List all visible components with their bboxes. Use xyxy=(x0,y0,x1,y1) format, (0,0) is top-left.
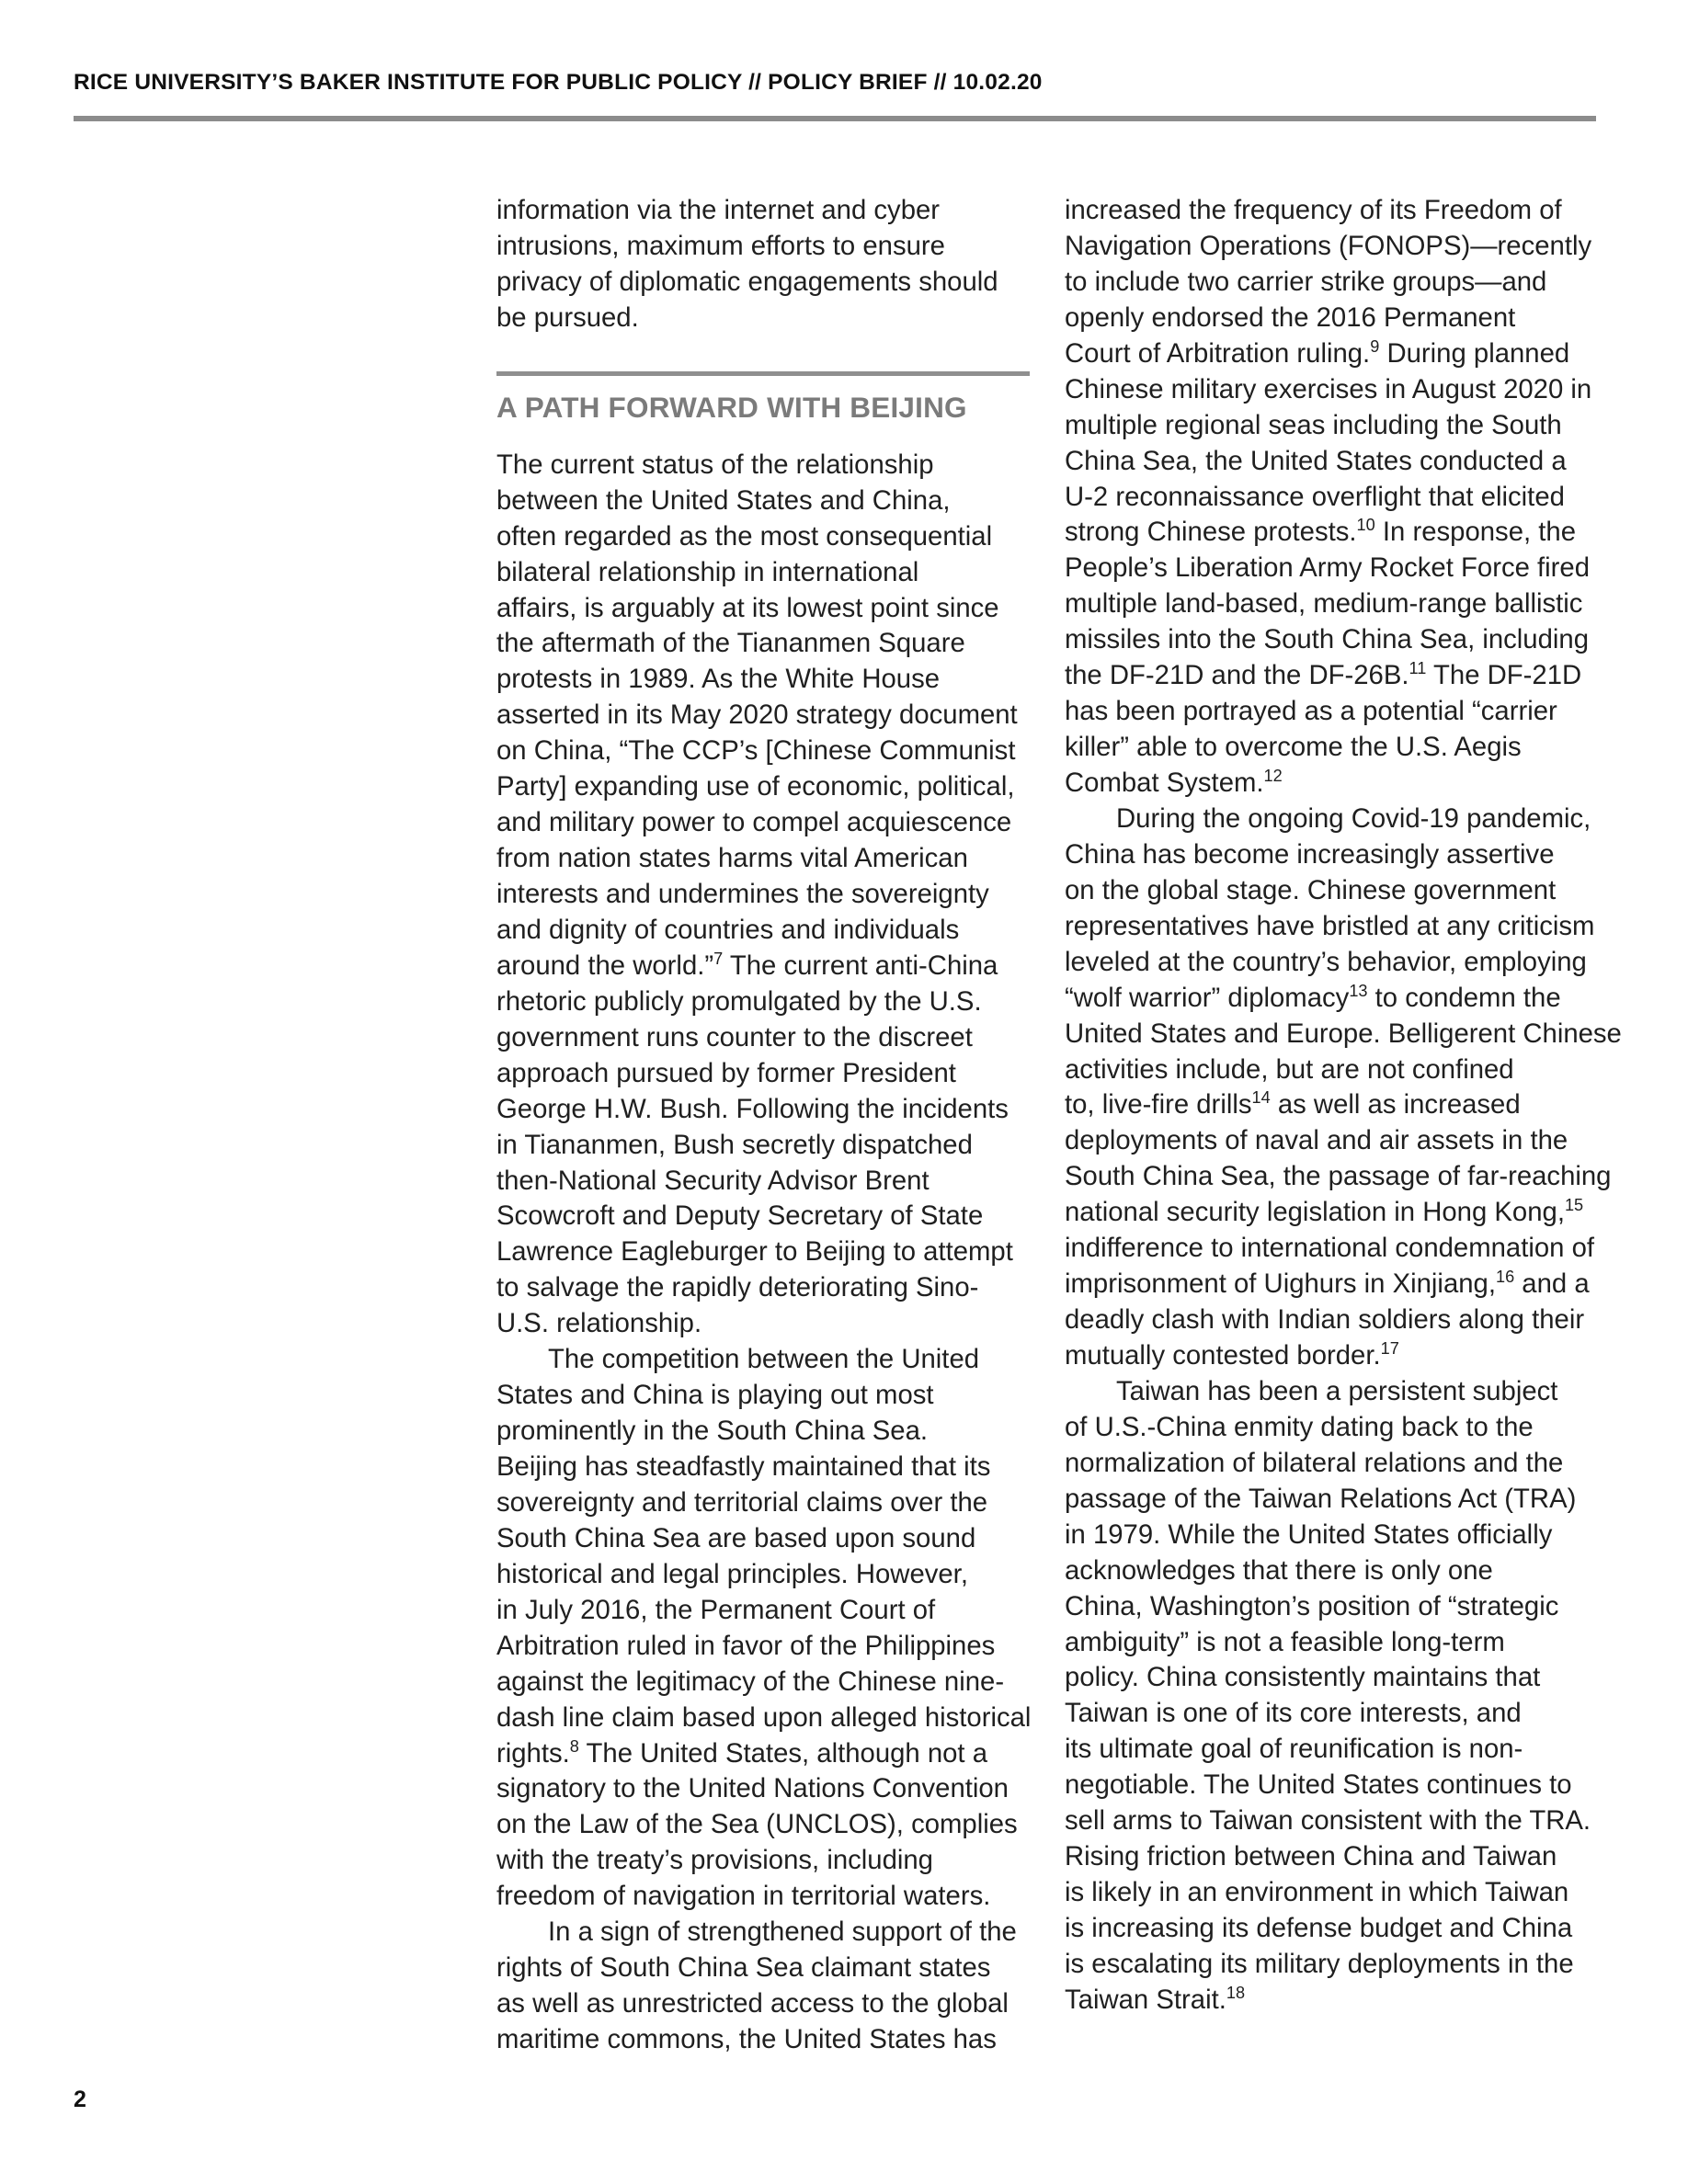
text-line: In a sign of strengthened support of the xyxy=(548,1917,1017,1948)
text-line: has been portrayed as a potential “carrier xyxy=(1065,696,1557,727)
right-body xyxy=(1065,193,1622,2019)
text-line: ambiguity” is not a feasible long-term xyxy=(1065,1626,1505,1657)
text-line: representatives have bristled at any criticism xyxy=(1065,910,1595,941)
page-number: 2 xyxy=(74,2087,86,2112)
text-line: in July 2016, the Permanent Court of xyxy=(496,1594,936,1625)
text-line: around the world.”$^7$ The current anti-China xyxy=(496,949,998,981)
footnote-marker: 13 xyxy=(1349,981,1368,1000)
left-body xyxy=(496,448,1030,2058)
text-line: prominently in the South China Sea. xyxy=(496,1416,929,1447)
text-line: mutually contested border.$^{17}$ xyxy=(1065,1338,1399,1371)
text-line: privacy of diplomatic engagements should xyxy=(496,266,998,297)
text-line: of U.S.-China enmity dating back to the xyxy=(1065,1411,1534,1442)
text-line: maritime commons, the United States has xyxy=(496,2024,997,2054)
text-line: Beijing has steadfastly maintained that its xyxy=(496,1451,991,1482)
footnote-marker: 17 xyxy=(1380,1338,1399,1358)
footnote-marker: 11 xyxy=(1409,658,1427,677)
text-line: on China, “The CCP’s [Chinese Communist xyxy=(496,735,1016,767)
text-line: China Sea, the United States conducted a xyxy=(1065,445,1567,476)
text-line: Court of Arbitration ruling.$^9$ During planned xyxy=(1065,336,1570,369)
text-line: sell arms to Taiwan consistent with the TRA. xyxy=(1065,1805,1591,1837)
text-line: rhetoric publicly promulgated by the U.S. xyxy=(496,985,982,1017)
section-heading: A PATH FORWARD WITH BEIJING xyxy=(496,390,967,424)
text-line: killer” able to overcome the U.S. Aegis xyxy=(1065,732,1522,763)
text-line: The current status of the relationship xyxy=(496,449,934,480)
text-line: Taiwan is one of its core interests, and xyxy=(1065,1698,1522,1729)
text-line: interests and undermines the sovereignty xyxy=(496,879,989,909)
footnote-marker: 16 xyxy=(1495,1267,1515,1286)
text-line: Taiwan has been a persistent subject xyxy=(1116,1375,1558,1406)
text-line: The competition between the United xyxy=(548,1344,980,1375)
text-line: be pursued. xyxy=(496,301,639,333)
text-line: deadly clash with Indian soldiers along their xyxy=(1065,1304,1585,1336)
text-line: often regarded as the most consequential xyxy=(496,520,993,552)
text-line: against the legitimacy of the Chinese nine- xyxy=(496,1666,1005,1697)
text-line: protests in 1989. As the White House xyxy=(496,664,941,695)
footnote-marker: 7 xyxy=(713,949,724,968)
right-column xyxy=(1065,193,1622,2019)
text-line: negotiable. The United States continues to xyxy=(1065,1769,1572,1801)
text-line: Navigation Operations (FONOPS)—recently xyxy=(1065,230,1592,261)
text-line: information via the internet and cyber xyxy=(496,195,941,225)
text-line: from nation states harms vital American xyxy=(496,843,968,874)
footnote-marker: 15 xyxy=(1564,1196,1584,1214)
text-line: Arbitration ruled in favor of the Philippines xyxy=(496,1630,996,1661)
text-line: United States and Europe. Belligerent Chinese xyxy=(1065,1018,1622,1049)
text-line: People’s Liberation Army Rocket Force fired xyxy=(1065,552,1591,584)
intro-paragraph xyxy=(496,193,1030,336)
text-line: bilateral relationship in international xyxy=(496,556,919,587)
text-line: U.S. relationship. xyxy=(496,1308,702,1339)
text-line: multiple regional seas including the South xyxy=(1065,409,1562,440)
text-line: South China Sea are based upon sound xyxy=(496,1522,976,1553)
text-line: Scowcroft and Deputy Secretary of State xyxy=(496,1200,984,1232)
text-line: Combat System.$^{12}$ xyxy=(1065,766,1283,798)
text-line: to salvage the rapidly deteriorating Sino- xyxy=(496,1272,979,1303)
text-line: the aftermath of the Tiananmen Square xyxy=(496,628,965,659)
text-line: on the Law of the Sea (UNCLOS), complies xyxy=(496,1809,1018,1840)
text-line: freedom of navigation in territorial waters. xyxy=(496,1881,991,1912)
text-line: George H.W. Bush. Following the incidents xyxy=(496,1093,1009,1124)
text-line: “wolf warrior” diplomacy$^{13}$ to condemn the xyxy=(1065,981,1561,1013)
text-line: and dignity of countries and individuals xyxy=(496,914,960,945)
left-column xyxy=(496,193,1030,2058)
text-line: is likely in an environment in which Taiwan xyxy=(1065,1877,1569,1908)
footnote-marker: 10 xyxy=(1356,516,1375,535)
text-line: on the global stage. Chinese government xyxy=(1065,874,1557,905)
text-line: to include two carrier strike groups—and xyxy=(1065,266,1547,297)
text-line: is increasing its defense budget and China xyxy=(1065,1913,1573,1943)
footnote-marker: 9 xyxy=(1370,336,1380,356)
header-rule xyxy=(74,116,1596,121)
text-line: Party] expanding use of economic, political, xyxy=(496,771,1015,802)
text-line: affairs, is arguably at its lowest point since xyxy=(496,592,999,623)
text-line: intrusions, maximum efforts to ensure xyxy=(496,230,945,261)
text-line: approach pursued by former President xyxy=(496,1057,956,1088)
text-line: missiles into the South China Sea, including xyxy=(1065,624,1589,655)
text-line: multiple land-based, medium-range ballistic xyxy=(1065,588,1583,620)
text-line: in Tiananmen, Bush secretly dispatched xyxy=(496,1129,973,1160)
text-line: Lawrence Eagleburger to Beijing to attempt xyxy=(496,1236,1013,1268)
footnote-marker: 18 xyxy=(1226,1983,1246,2002)
text-line: and military power to compel acquiescence xyxy=(496,807,1012,838)
text-line: South China Sea, the passage of far-reaching xyxy=(1065,1161,1612,1192)
text-line: U-2 reconnaissance overflight that elicited xyxy=(1065,481,1565,512)
text-line: rights.$^8$ The United States, although not a xyxy=(496,1736,987,1769)
text-line: national security legislation in Hong Kong,$^{15}$ xyxy=(1065,1196,1584,1228)
text-line: China, Washington’s position of “strategic xyxy=(1065,1590,1559,1621)
footnote-marker: 14 xyxy=(1251,1088,1271,1108)
text-line: signatory to the United Nations Convention xyxy=(496,1773,1009,1804)
text-line: historical and legal principles. However, xyxy=(496,1558,968,1589)
page-header: RICE UNIVERSITY’S BAKER INSTITUTE FOR PUBLIC POLICY // POLICY BRIEF // 10.02.20 xyxy=(74,70,1043,95)
text-line: dash line claim based upon alleged historical xyxy=(496,1701,1032,1733)
text-line: activities include, but are not confined xyxy=(1065,1053,1514,1085)
text-line: between the United States and China, xyxy=(496,484,951,516)
text-line: to, live-fire drills$^{14}$ as well as increased xyxy=(1065,1088,1521,1120)
text-line: with the treaty’s provisions, including xyxy=(496,1845,933,1876)
text-line: sovereignty and territorial claims over the xyxy=(496,1486,988,1518)
text-line: indifference to international condemnation of xyxy=(1065,1233,1595,1264)
text-line: passage of the Taiwan Relations Act (TRA) xyxy=(1065,1483,1577,1514)
text-line: its ultimate goal of reunification is non- xyxy=(1065,1734,1523,1765)
text-line: China has become increasingly assertive xyxy=(1065,838,1555,870)
text-line: in 1979. While the United States officially xyxy=(1065,1519,1553,1550)
text-line: States and China is playing out most xyxy=(496,1380,934,1411)
text-line: Taiwan Strait.$^{18}$ xyxy=(1065,1983,1246,2015)
text-line: openly endorsed the 2016 Permanent xyxy=(1065,301,1516,333)
text-line: During the ongoing Covid-19 pandemic, xyxy=(1116,802,1591,834)
text-line: increased the frequency of its Freedom of xyxy=(1065,195,1562,225)
text-line: imprisonment of Uighurs in Xinjiang,$^{16}$ and a xyxy=(1065,1267,1590,1300)
text-line: rights of South China Sea claimant states xyxy=(496,1952,991,1984)
section-rule xyxy=(496,371,1030,376)
text-line: is escalating its military deployments in the xyxy=(1065,1948,1574,1979)
footnote-marker: 8 xyxy=(569,1736,579,1756)
text-line: Chinese military exercises in August 2020 in xyxy=(1065,373,1592,404)
text-line: normalization of bilateral relations and the xyxy=(1065,1447,1564,1478)
text-line: leveled at the country’s behavior, employing xyxy=(1065,946,1587,977)
text-line: as well as unrestricted access to the global xyxy=(496,1988,1009,2019)
footnote-marker: 12 xyxy=(1263,766,1283,785)
text-line: strong Chinese protests.$^{10}$ In response, the xyxy=(1065,516,1576,548)
text-line: asserted in its May 2020 strategy document xyxy=(496,700,1018,731)
text-line: the DF-21D and the DF-26B.$^{11}$ The DF-21D xyxy=(1065,658,1582,691)
text-line: deployments of naval and air assets in the xyxy=(1065,1125,1568,1156)
text-line: then-National Security Advisor Brent xyxy=(496,1165,930,1196)
text-line: acknowledges that there is only one xyxy=(1065,1554,1493,1586)
text-line: government runs counter to the discreet xyxy=(496,1021,973,1052)
text-line: Rising friction between China and Taiwan xyxy=(1065,1841,1557,1872)
text-line: policy. China consistently maintains that xyxy=(1065,1662,1541,1693)
